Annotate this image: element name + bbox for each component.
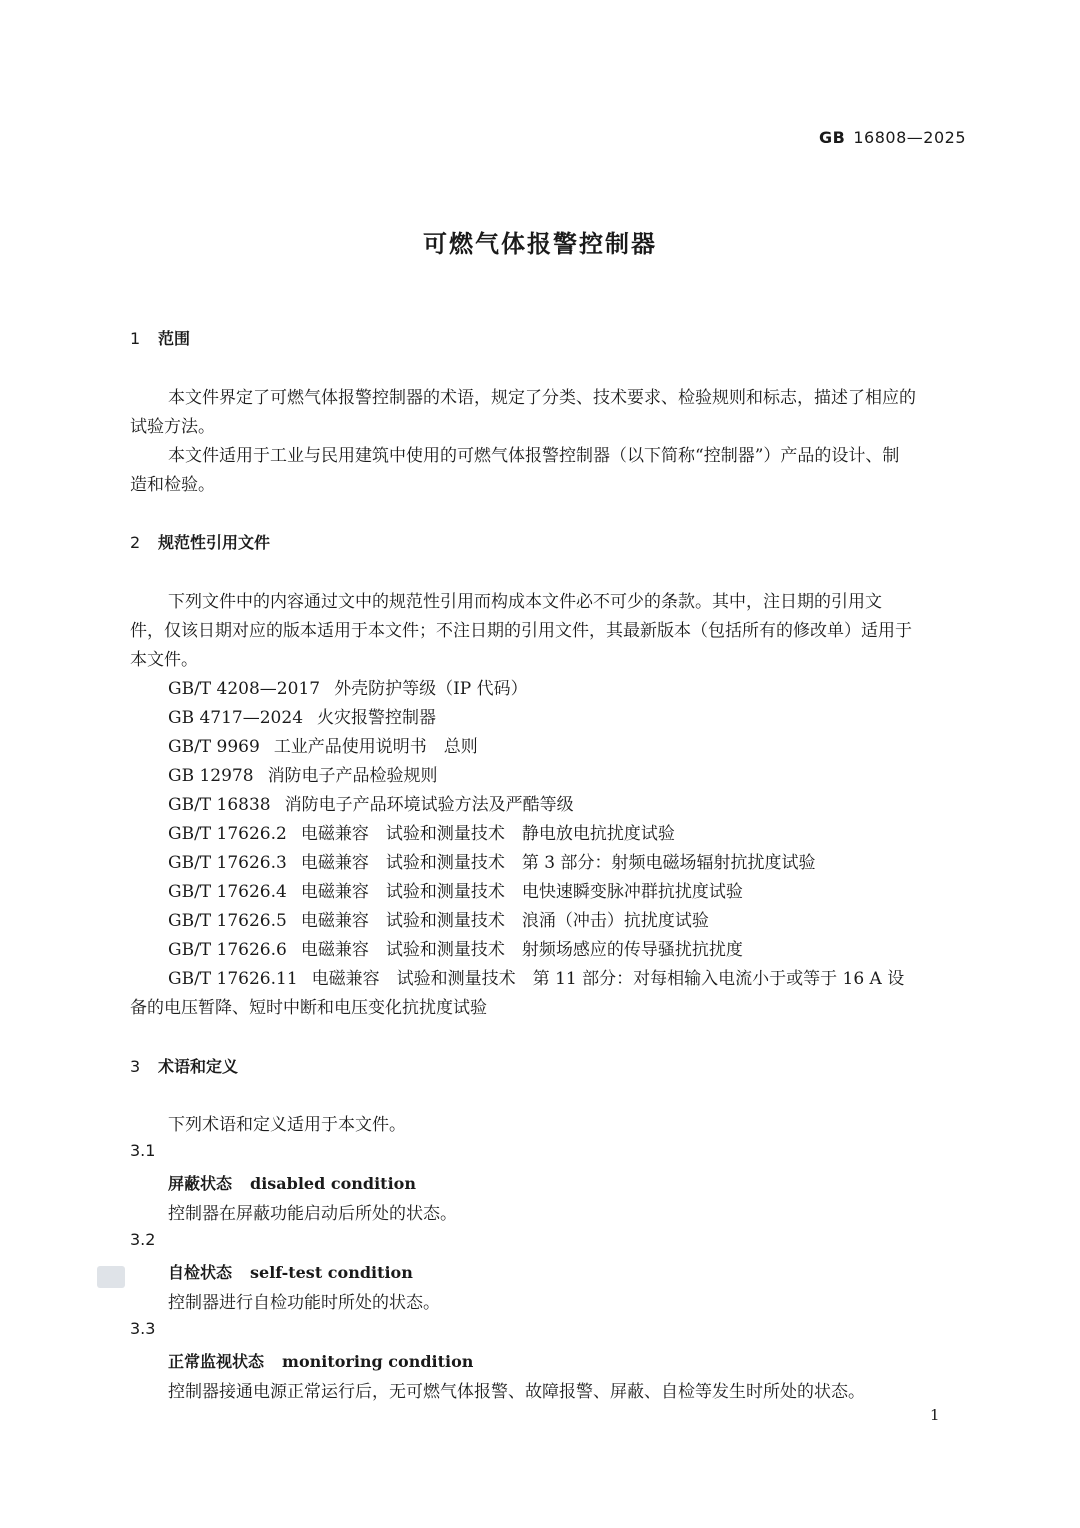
paragraph-line: 下列术语和定义适用于本文件。 bbox=[168, 1115, 406, 1135]
section-1-heading bbox=[130, 326, 190, 349]
reference-title: 消防电子产品检验规则 bbox=[267, 766, 438, 786]
section-title: 术语和定义 bbox=[158, 1057, 239, 1076]
paragraph-line: 造和检验。 bbox=[130, 475, 215, 495]
section-title: 规范性引用文件 bbox=[158, 533, 271, 552]
reference-item bbox=[168, 848, 815, 873]
reference-code: GB 4717—2024 bbox=[168, 708, 304, 728]
reference-item bbox=[168, 790, 574, 815]
section-number: 1 bbox=[130, 329, 141, 348]
reference-item bbox=[168, 703, 436, 728]
reference-code: GB/T 4208—2017 bbox=[168, 679, 321, 699]
term-name bbox=[168, 1260, 413, 1283]
reference-item bbox=[168, 819, 675, 844]
paragraph-line: 下列文件中的内容通过文中的规范性引用而构成本文件必不可少的条款。其中，注日期的引用文 bbox=[168, 592, 882, 612]
reference-code: GB/T 17626.4 bbox=[168, 882, 287, 902]
reference-title: 电磁兼容 试验和测量技术 第 11 部分：对每相输入电流小于或等于 16 A 设 bbox=[311, 969, 905, 989]
reference-title: 电磁兼容 试验和测量技术 第 3 部分：射频电磁场辐射抗扰度试验 bbox=[300, 853, 816, 873]
reference-title: 火灾报警控制器 bbox=[317, 708, 437, 728]
reference-code: GB 12978 bbox=[168, 766, 254, 786]
paragraph-line: 本文件界定了可燃气体报警控制器的术语，规定了分类、技术要求、检验规则和标志，描述了相应的 bbox=[168, 388, 916, 408]
page-number: 1 bbox=[930, 1406, 940, 1424]
reference-item bbox=[168, 732, 478, 757]
paragraph-line: 本文件。 bbox=[130, 650, 198, 670]
reference-title: 工业产品使用说明书 总则 bbox=[273, 737, 478, 757]
reference-code: GB/T 17626.11 bbox=[168, 969, 298, 989]
term-en: self-test condition bbox=[250, 1263, 413, 1282]
term-number: 3.2 bbox=[130, 1230, 156, 1249]
reference-code: GB/T 17626.2 bbox=[168, 824, 287, 844]
term-name bbox=[168, 1171, 416, 1194]
section-2-heading bbox=[130, 530, 270, 553]
term-number: 3.3 bbox=[130, 1319, 156, 1338]
section-number: 2 bbox=[130, 533, 141, 552]
reference-code: GB/T 17626.3 bbox=[168, 853, 287, 873]
watermark-mark bbox=[97, 1266, 125, 1288]
reference-code: GB/T 16838 bbox=[168, 795, 271, 815]
term-name bbox=[168, 1349, 473, 1372]
term-number: 3.1 bbox=[130, 1141, 156, 1160]
section-number: 3 bbox=[130, 1057, 141, 1076]
reference-item bbox=[168, 877, 743, 902]
reference-code: GB/T 17626.5 bbox=[168, 911, 287, 931]
paragraph-line: 试验方法。 bbox=[130, 417, 215, 437]
reference-title: 消防电子产品环境试验方法及严酷等级 bbox=[284, 795, 574, 815]
reference-title: 电磁兼容 试验和测量技术 射频场感应的传导骚扰抗扰度 bbox=[300, 940, 743, 960]
reference-code: GB/T 9969 bbox=[168, 737, 260, 757]
standard-code bbox=[819, 128, 966, 147]
section-title: 范围 bbox=[158, 329, 191, 348]
term-zh: 屏蔽状态 bbox=[168, 1174, 233, 1193]
standard-number: 16808—2025 bbox=[853, 128, 966, 147]
reference-title: 电磁兼容 试验和测量技术 电快速瞬变脉冲群抗扰度试验 bbox=[300, 882, 743, 902]
reference-item bbox=[168, 964, 904, 989]
term-definition: 控制器接通电源正常运行后，无可燃气体报警、故障报警、屏蔽、自检等发生时所处的状态。 bbox=[168, 1382, 865, 1402]
document-title: 可燃气体报警控制器 bbox=[423, 230, 657, 258]
reference-title: 电磁兼容 试验和测量技术 静电放电抗扰度试验 bbox=[300, 824, 675, 844]
term-en: disabled condition bbox=[250, 1174, 416, 1193]
section-3-heading bbox=[130, 1054, 238, 1077]
term-en: monitoring condition bbox=[282, 1352, 474, 1371]
reference-item bbox=[168, 761, 438, 786]
term-definition: 控制器进行自检功能时所处的状态。 bbox=[168, 1293, 440, 1313]
paragraph-line: 本文件适用于工业与民用建筑中使用的可燃气体报警控制器（以下简称“控制器”）产品的设计、制 bbox=[168, 446, 900, 466]
term-zh: 正常监视状态 bbox=[168, 1352, 265, 1371]
reference-item bbox=[168, 674, 528, 699]
reference-title: 外壳防护等级（IP 代码） bbox=[334, 679, 528, 699]
reference-title: 电磁兼容 试验和测量技术 浪涌（冲击）抗扰度试验 bbox=[300, 911, 709, 931]
term-zh: 自检状态 bbox=[168, 1263, 233, 1282]
term-definition: 控制器在屏蔽功能启动后所处的状态。 bbox=[168, 1204, 457, 1224]
reference-item bbox=[168, 906, 709, 931]
standard-prefix: GB bbox=[819, 128, 846, 147]
reference-continuation: 备的电压暂降、短时中断和电压变化抗扰度试验 bbox=[130, 998, 487, 1018]
reference-code: GB/T 17626.6 bbox=[168, 940, 287, 960]
paragraph-line: 件，仅该日期对应的版本适用于本文件；不注日期的引用文件，其最新版本（包括所有的修改单）适用于 bbox=[130, 621, 912, 641]
reference-item bbox=[168, 935, 743, 960]
